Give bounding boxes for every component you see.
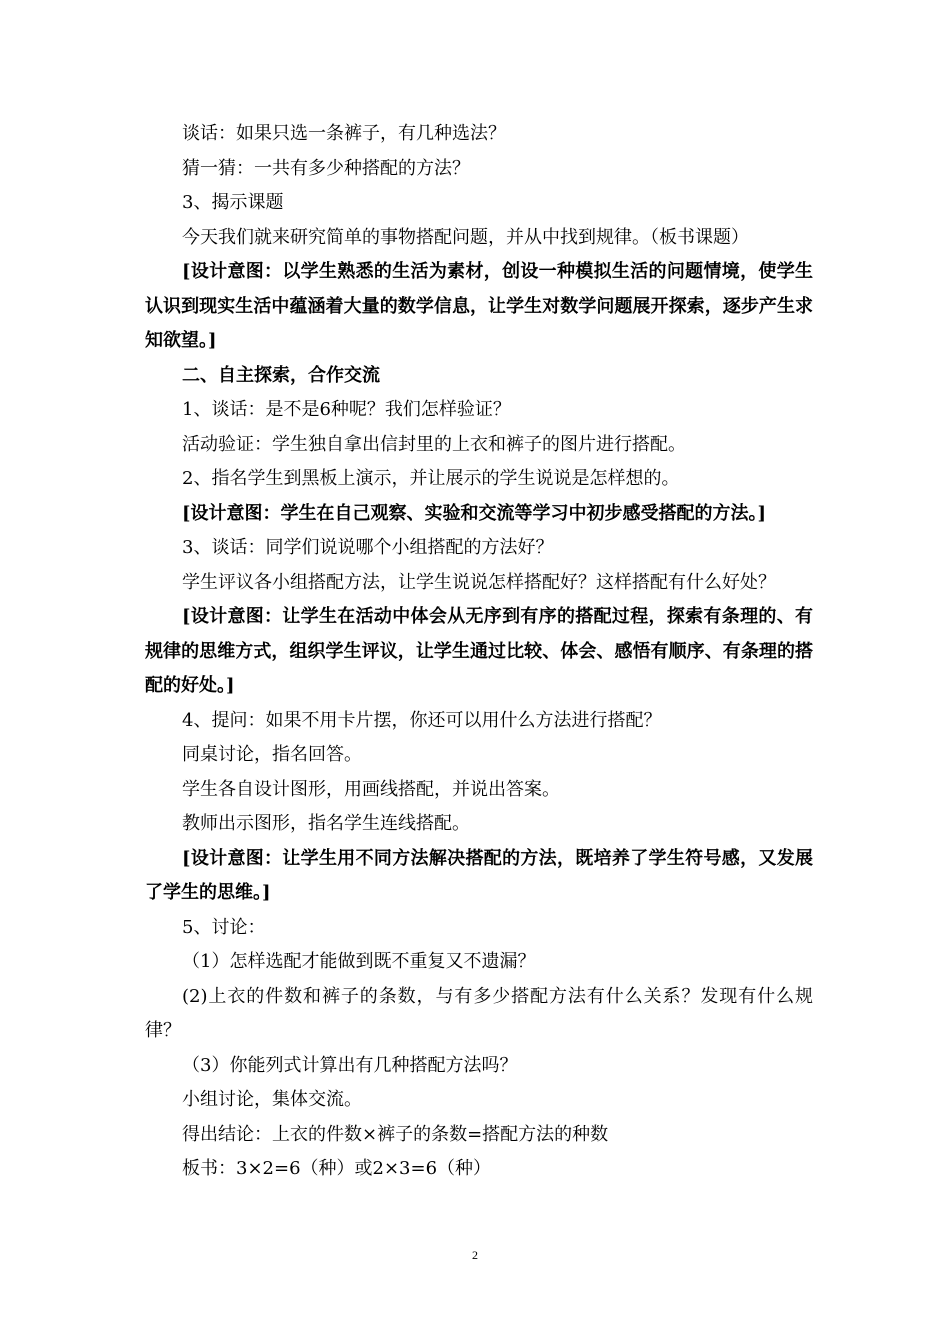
design-intent-note: [设计意图：学生在自己观察、实验和交流等学习中初步感受搭配的方法。] [182,502,767,524]
paragraph: 板书：3×2=6（种）或2×3=6（种） [182,1158,492,1179]
paragraph: 猜一猜：一共有多少种搭配的方法？ [182,157,470,179]
design-intent-note: [设计意图：以学生熟悉的生活为素材，创设一种模拟生活的问题情境，使学生认识到现实生活中蕴涵着大量的数学信息，让学生对数学问题展开探索，逐步产生求知欲望。] [145,261,813,351]
paragraph: 5、讨论： [182,916,266,938]
section-heading: 3、揭示课题 [182,192,284,213]
paragraph: (2)上衣的件数和裤子的条数，与有多少搭配方法有什么关系？发现有什么规律？ [145,985,813,1041]
paragraph: 3、谈话：同学们说说哪个小组搭配的方法好？ [182,537,554,558]
paragraph: 同桌讨论，指名回答。 [182,744,362,765]
paragraph: 得出结论：上衣的件数×裤子的条数=搭配方法的种数 [182,1123,609,1145]
paragraph: 活动验证：学生独自拿出信封里的上衣和裤子的图片进行搭配。 [182,433,686,455]
paragraph: 4、提问：如果不用卡片摆，你还可以用什么方法进行搭配？ [182,709,662,731]
paragraph: 1、谈话：是不是6种呢？我们怎样验证？ [182,399,511,420]
document-body [145,117,813,1187]
design-intent-note: [设计意图：让学生在活动中体会从无序到有序的搭配过程，探索有条理的、有规律的思维方式，组织学生评议，让学生通过比较、体会、感悟有顺序、有条理的搭配的好处。] [145,606,813,696]
page-number: 2 [472,1248,478,1262]
section-heading: 二、自主探索，合作交流 [182,364,380,386]
paragraph: 学生各自设计图形，用画线搭配，并说出答案。 [182,778,560,800]
paragraph: 谈话：如果只选一条裤子，有几种选法？ [182,123,506,144]
paragraph: （1）怎样选配才能做到既不重复又不遗漏？ [182,951,536,972]
paragraph: 小组讨论，集体交流。 [182,1089,362,1110]
paragraph: （3）你能列式计算出有几种搭配方法吗？ [182,1054,518,1076]
paragraph: 教师出示图形，指名学生连线搭配。 [182,813,470,834]
design-intent-note: [设计意图：让学生用不同方法解决搭配的方法，既培养了学生符号感，又发展了学生的思维。] [145,847,813,903]
paragraph: 学生评议各小组搭配方法，让学生说说怎样搭配好？这样搭配有什么好处？ [182,571,776,593]
paragraph: 2、指名学生到黑板上演示，并让展示的学生说说是怎样想的。 [182,468,680,489]
paragraph: 今天我们就来研究简单的事物搭配问题，并从中找到规律。（板书课题） [182,226,749,248]
